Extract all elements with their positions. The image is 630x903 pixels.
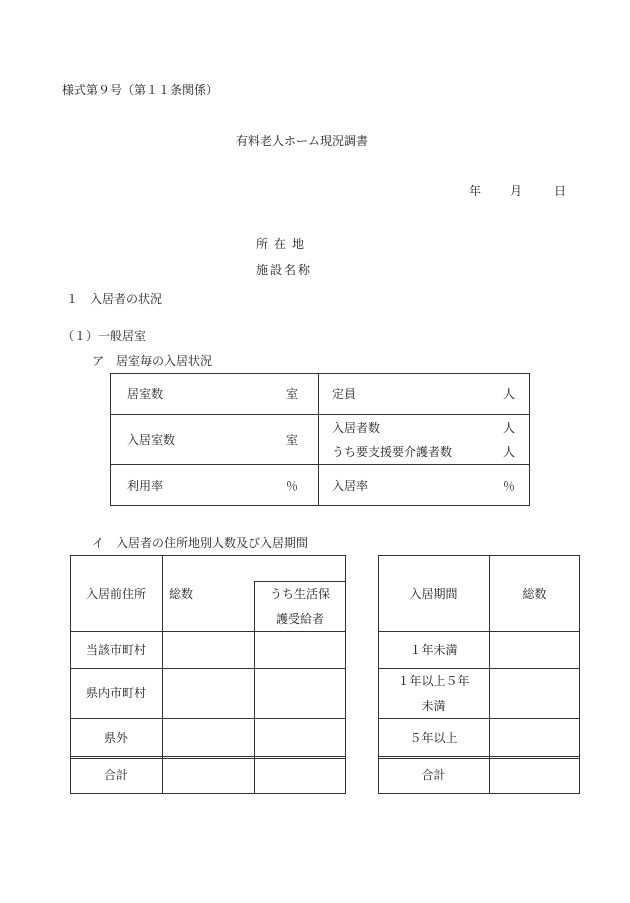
person-unit: 人 — [503, 445, 516, 459]
table-a-row-line — [110, 414, 530, 415]
percent-unit: ％ — [503, 479, 516, 493]
person-unit: 人 — [503, 421, 516, 435]
residents-label: 入居者数 — [332, 421, 381, 435]
table-b-row-line — [70, 631, 346, 632]
table-c-row-line — [378, 718, 580, 719]
table-c-total-line — [378, 756, 580, 759]
occupancy-rate-label: 入居率 — [332, 479, 369, 493]
table-b-row-line — [70, 668, 346, 669]
date-month-label: 月 — [510, 184, 523, 198]
date-year-label: 年 — [469, 184, 482, 198]
prev-address-header: 入居前住所 — [85, 587, 146, 601]
table-b-sub-line — [254, 581, 346, 582]
total-header: 総数 — [169, 587, 194, 601]
occupied-rooms-label: 入居室数 — [127, 433, 176, 447]
table-a-heading: ア 居室毎の入居状況 — [92, 354, 213, 368]
period-total: 合計 — [421, 768, 446, 782]
row-in-prefecture: 県内市町村 — [85, 686, 146, 700]
table-a-divider — [318, 373, 319, 506]
room-unit: 室 — [286, 387, 299, 401]
table-b-total-line — [70, 756, 346, 759]
usage-rate-label: 利用率 — [127, 479, 164, 493]
address-label: 所在地 — [256, 237, 311, 251]
table-b-heading: イ 入居者の住所地別人数及び入居期間 — [92, 536, 309, 550]
table-a-row-line — [110, 464, 530, 465]
row-total: 合計 — [103, 768, 128, 782]
welfare-header-line2: 護受給者 — [275, 612, 324, 626]
table-c-row-line — [378, 668, 580, 669]
room-unit: 室 — [286, 433, 299, 447]
row-same-municipality: 当該市町村 — [85, 643, 146, 657]
period-under-1y: １年未満 — [409, 643, 458, 657]
table-c-row-line — [378, 631, 580, 632]
percent-unit: ％ — [286, 479, 299, 493]
row-outside-prefecture: 県外 — [103, 731, 128, 745]
date-day-label: 日 — [554, 184, 567, 198]
table-b-row-line — [70, 718, 346, 719]
facility-name-label: 施設名称 — [256, 263, 313, 277]
form-number: 様式第９号（第１１条関係） — [62, 83, 219, 97]
welfare-header-line1: うち生活保 — [269, 587, 330, 601]
period-total-header: 総数 — [522, 587, 547, 601]
period-1to5y-line1: １年以上５年 — [397, 674, 470, 688]
period-1to5y-line2: 未満 — [421, 699, 446, 713]
section-heading: １ 入居者の状況 — [66, 292, 163, 306]
person-unit: 人 — [503, 387, 516, 401]
page-title: 有料老人ホーム現況調書 — [236, 134, 369, 148]
care-needed-label: うち要支援要介護者数 — [332, 445, 453, 459]
subsection-heading: （１）一般居室 — [62, 329, 147, 343]
period-header: 入居期間 — [409, 587, 458, 601]
room-count-label: 居室数 — [127, 387, 164, 401]
period-over-5y: ５年以上 — [409, 731, 458, 745]
capacity-label: 定員 — [332, 387, 357, 401]
